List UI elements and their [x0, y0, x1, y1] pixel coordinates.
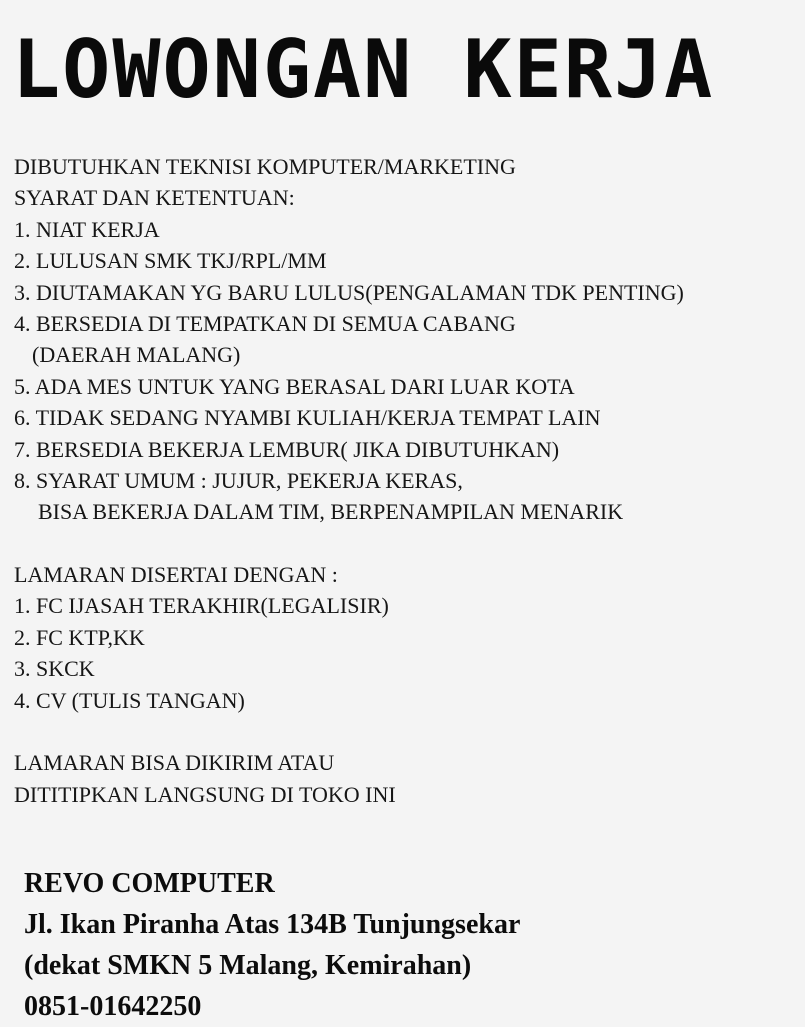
requirement-item: 8. SYARAT UMUM : JUJUR, PEKERJA KERAS,	[14, 467, 463, 493]
document-item: 4. CV (TULIS TANGAN)	[14, 687, 245, 713]
needed-position: DIBUTUHKAN TEKNISI KOMPUTER/MARKETING	[14, 154, 516, 179]
company-landmark: (dekat SMKN 5 Malang, Kemirahan)	[24, 950, 472, 981]
requirement-item: 2. LULUSAN SMK TKJ/RPL/MM	[14, 248, 327, 274]
company-info	[24, 863, 794, 1027]
poster-body	[14, 151, 794, 810]
requirement-item-continuation: BISA BEKERJA DALAM TIM, BERPENAMPILAN MENARIK	[38, 499, 624, 525]
poster-title: LOWONGAN KERJA	[12, 23, 715, 116]
section-spacer	[14, 716, 794, 747]
requirement-item: 4. BERSEDIA DI TEMPATKAN DI SEMUA CABANG	[14, 310, 516, 336]
requirement-item: 6. TIDAK SEDANG NYAMBI KULIAH/KERJA TEMPAT LAIN	[14, 405, 601, 431]
document-item: 1. FC IJASAH TERAKHIR(LEGALISIR)	[14, 593, 389, 619]
requirements-heading: SYARAT DAN KETENTUAN:	[14, 185, 295, 211]
document-item: 3. SKCK	[14, 656, 95, 682]
company-phone: 0851-01642250	[24, 991, 202, 1022]
company-address: Jl. Ikan Piranha Atas 134B Tunjungsekar	[24, 909, 521, 940]
submission-line: LAMARAN BISA DIKIRIM ATAU	[14, 750, 335, 776]
requirement-item-continuation: (DAERAH MALANG)	[32, 342, 241, 368]
section-spacer	[14, 528, 794, 559]
requirement-item: 7. BERSEDIA BEKERJA LEMBUR( JIKA DIBUTUHKAN)	[14, 436, 560, 462]
requirement-item: 5. ADA MES UNTUK YANG BERASAL DARI LUAR KOTA	[14, 373, 575, 399]
company-name: REVO COMPUTER	[24, 868, 275, 899]
requirement-item: 1. NIAT KERJA	[14, 216, 160, 242]
requirement-item: 3. DIUTAMAKAN YG BARU LULUS(PENGALAMAN TDK PENTING)	[14, 279, 684, 305]
document-item: 2. FC KTP,KK	[14, 624, 145, 650]
documents-heading: LAMARAN DISERTAI DENGAN :	[14, 562, 338, 588]
submission-line: DITITIPKAN LANGSUNG DI TOKO INI	[14, 781, 396, 807]
